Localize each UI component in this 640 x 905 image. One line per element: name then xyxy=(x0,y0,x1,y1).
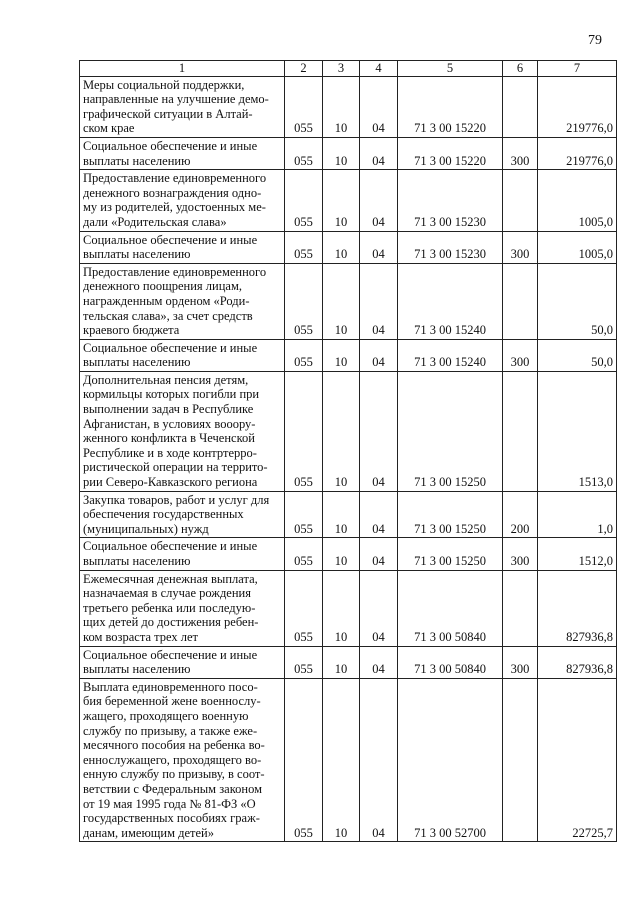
cell-target-code: 71 3 00 15250 xyxy=(398,538,503,570)
cell-subsection: 04 xyxy=(360,137,398,169)
row-description: Дополнительная пенсия детям, кормильцы которых погибли при выполнении задач в Республике Афганистан, в условиях вооору- женного конфликта в Чеченской Республике и в ходе контртерро- ристической операции на террито- рии Северо-Кавказского региона xyxy=(80,371,285,491)
cell-admin-code: 055 xyxy=(285,170,323,231)
cell-expense-type: 300 xyxy=(503,137,538,169)
table-row xyxy=(80,76,617,137)
cell-admin-code: 055 xyxy=(285,76,323,137)
table-row xyxy=(80,170,617,231)
cell-section: 10 xyxy=(323,371,360,491)
table-row xyxy=(80,371,617,491)
column-header: 3 xyxy=(323,61,360,77)
cell-amount: 1,0 xyxy=(538,491,617,538)
cell-section: 10 xyxy=(323,76,360,137)
cell-expense-type: 300 xyxy=(503,339,538,371)
cell-expense-type: 300 xyxy=(503,231,538,263)
row-description: Социальное обеспечение и иные выплаты населению xyxy=(80,339,285,371)
cell-amount: 50,0 xyxy=(538,339,617,371)
cell-amount: 827936,8 xyxy=(538,646,617,678)
cell-section: 10 xyxy=(323,339,360,371)
cell-section: 10 xyxy=(323,538,360,570)
cell-admin-code: 055 xyxy=(285,491,323,538)
cell-expense-type xyxy=(503,570,538,646)
table-row xyxy=(80,491,617,538)
cell-subsection: 04 xyxy=(360,371,398,491)
row-description: Выплата единовременного посо- бия беременной жене военнослу- жащего, проходящего военную службу по призыву, а также еже- месячного пособия на ребенка во- еннослужащего, проходящего во- енную службу по призыву, в соот- ветствии с Федеральным законом от 19 мая 1995 года № 81-ФЗ «О государственных пособиях граж- данам, имеющим детей» xyxy=(80,678,285,842)
cell-expense-type xyxy=(503,371,538,491)
cell-target-code: 71 3 00 15240 xyxy=(398,339,503,371)
cell-subsection: 04 xyxy=(360,339,398,371)
cell-amount: 22725,7 xyxy=(538,678,617,842)
cell-section: 10 xyxy=(323,170,360,231)
cell-subsection: 04 xyxy=(360,263,398,339)
cell-section: 10 xyxy=(323,491,360,538)
cell-amount: 219776,0 xyxy=(538,137,617,169)
cell-subsection: 04 xyxy=(360,170,398,231)
column-header: 2 xyxy=(285,61,323,77)
column-header: 4 xyxy=(360,61,398,77)
cell-expense-type: 200 xyxy=(503,491,538,538)
cell-admin-code: 055 xyxy=(285,371,323,491)
cell-target-code: 71 3 00 15250 xyxy=(398,491,503,538)
cell-admin-code: 055 xyxy=(285,137,323,169)
row-description: Социальное обеспечение и иные выплаты населению xyxy=(80,646,285,678)
column-header: 5 xyxy=(398,61,503,77)
column-header: 1 xyxy=(80,61,285,77)
cell-amount: 50,0 xyxy=(538,263,617,339)
table-row xyxy=(80,646,617,678)
cell-section: 10 xyxy=(323,678,360,842)
row-description: Меры социальной поддержки, направленные на улучшение демо- графической ситуации в Алтай- ском крае xyxy=(80,76,285,137)
row-description: Предоставление единовременного денежного вознаграждения одно- му из родителей, удостоенных ме- дали «Родительская слава» xyxy=(80,170,285,231)
cell-expense-type: 300 xyxy=(503,646,538,678)
cell-amount: 1005,0 xyxy=(538,170,617,231)
cell-target-code: 71 3 00 15250 xyxy=(398,371,503,491)
cell-subsection: 04 xyxy=(360,646,398,678)
row-description: Закупка товаров, работ и услуг для обеспечения государственных (муниципальных) нужд xyxy=(80,491,285,538)
row-description: Социальное обеспечение и иные выплаты населению xyxy=(80,137,285,169)
cell-section: 10 xyxy=(323,231,360,263)
row-description: Социальное обеспечение и иные выплаты населению xyxy=(80,538,285,570)
cell-admin-code: 055 xyxy=(285,570,323,646)
cell-subsection: 04 xyxy=(360,231,398,263)
table-row xyxy=(80,231,617,263)
cell-target-code: 71 3 00 15230 xyxy=(398,170,503,231)
cell-subsection: 04 xyxy=(360,570,398,646)
cell-subsection: 04 xyxy=(360,538,398,570)
cell-section: 10 xyxy=(323,137,360,169)
row-description: Предоставление единовременного денежного поощрения лицам, награжденным орденом «Роди- тельская слава», за счет средств краевого бюджета xyxy=(80,263,285,339)
cell-target-code: 71 3 00 50840 xyxy=(398,570,503,646)
cell-admin-code: 055 xyxy=(285,678,323,842)
cell-target-code: 71 3 00 52700 xyxy=(398,678,503,842)
cell-amount: 219776,0 xyxy=(538,76,617,137)
cell-admin-code: 055 xyxy=(285,263,323,339)
cell-amount: 1005,0 xyxy=(538,231,617,263)
table-header-row xyxy=(80,61,617,77)
cell-target-code: 71 3 00 15220 xyxy=(398,76,503,137)
column-header: 6 xyxy=(503,61,538,77)
cell-admin-code: 055 xyxy=(285,646,323,678)
table-row xyxy=(80,339,617,371)
table-row xyxy=(80,137,617,169)
cell-amount: 827936,8 xyxy=(538,570,617,646)
page-number: 79 xyxy=(588,33,602,48)
budget-table xyxy=(79,60,617,842)
cell-subsection: 04 xyxy=(360,76,398,137)
cell-section: 10 xyxy=(323,263,360,339)
cell-admin-code: 055 xyxy=(285,339,323,371)
cell-subsection: 04 xyxy=(360,678,398,842)
cell-expense-type: 300 xyxy=(503,538,538,570)
cell-expense-type xyxy=(503,678,538,842)
table-row xyxy=(80,538,617,570)
row-description: Социальное обеспечение и иные выплаты населению xyxy=(80,231,285,263)
table-row xyxy=(80,570,617,646)
cell-target-code: 71 3 00 15230 xyxy=(398,231,503,263)
cell-admin-code: 055 xyxy=(285,231,323,263)
row-description: Ежемесячная денежная выплата, назначаемая в случае рождения третьего ребенка или последую- щих детей до достижения ребен- ком возраста трех лет xyxy=(80,570,285,646)
table-row xyxy=(80,678,617,842)
cell-amount: 1512,0 xyxy=(538,538,617,570)
cell-subsection: 04 xyxy=(360,491,398,538)
cell-expense-type xyxy=(503,76,538,137)
cell-section: 10 xyxy=(323,646,360,678)
cell-target-code: 71 3 00 50840 xyxy=(398,646,503,678)
cell-section: 10 xyxy=(323,570,360,646)
table-row xyxy=(80,263,617,339)
cell-expense-type xyxy=(503,263,538,339)
cell-target-code: 71 3 00 15220 xyxy=(398,137,503,169)
cell-target-code: 71 3 00 15240 xyxy=(398,263,503,339)
cell-expense-type xyxy=(503,170,538,231)
cell-admin-code: 055 xyxy=(285,538,323,570)
column-header: 7 xyxy=(538,61,617,77)
cell-amount: 1513,0 xyxy=(538,371,617,491)
